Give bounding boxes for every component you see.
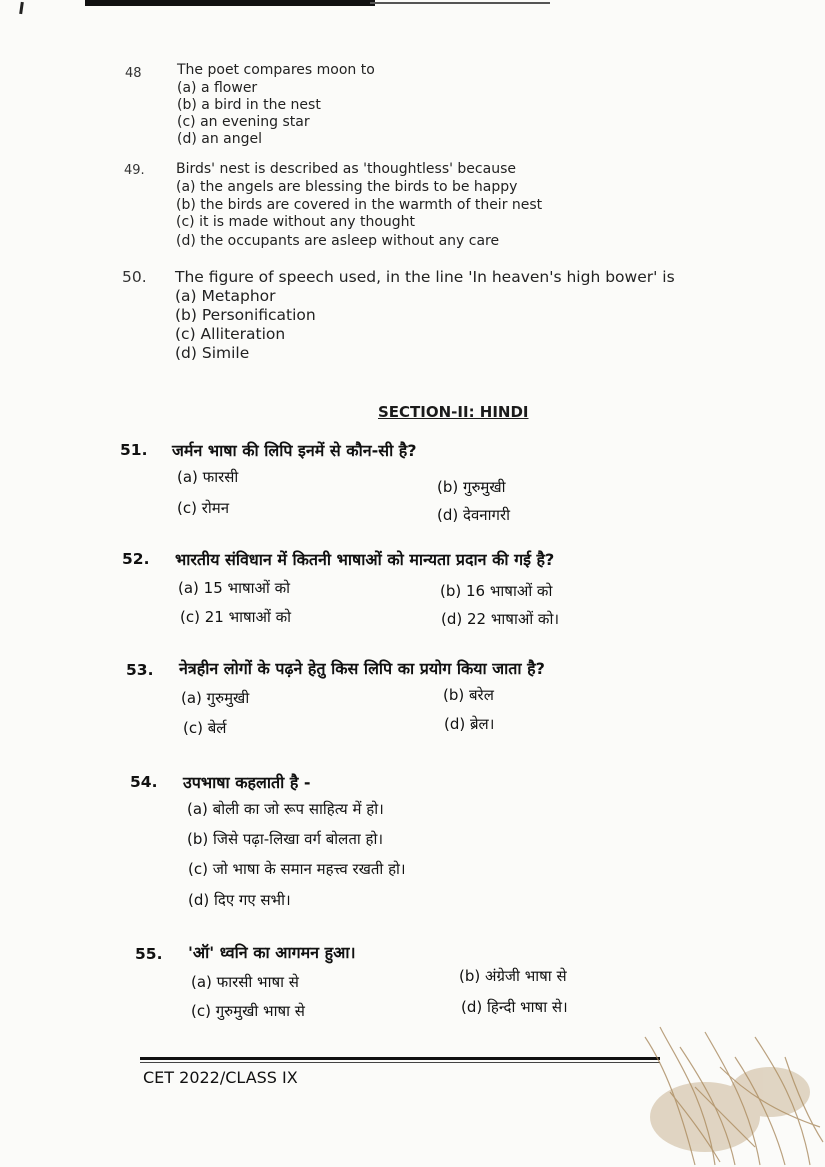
option: (b) Personification — [175, 306, 316, 324]
option: (c) गुरुमुखी भाषा से — [191, 1002, 305, 1020]
question-number: 53. — [126, 661, 154, 679]
question-number: 52. — [122, 550, 150, 568]
option: (d) an angel — [177, 131, 263, 147]
question-text: भारतीय संविधान में कितनी भाषाओं को मान्यता प्रदान की गई है? — [175, 550, 555, 569]
question-text: उपभाषा कहलाती है - — [183, 773, 311, 792]
option: (a) बोली का जो रूप साहित्य में हो। — [187, 800, 384, 818]
option: (d) Simile — [175, 344, 250, 362]
option: (a) फारसी भाषा से — [191, 973, 299, 991]
option: (a) गुरुमुखी — [181, 689, 250, 707]
question-number: 55. — [135, 945, 163, 963]
question-number: 50. — [122, 268, 147, 286]
option: (d) देवनागरी — [437, 506, 510, 524]
option: (b) बरेल — [443, 686, 494, 704]
question-text: नेत्रहीन लोगों के पढ़ने हेतु किस लिपि का प्रयोग किया जाता है? — [179, 659, 545, 678]
option: (a) Metaphor — [175, 287, 276, 305]
corner-mark — [19, 2, 24, 14]
option: (a) फारसी — [177, 468, 239, 486]
question-number: 49. — [124, 163, 145, 178]
top-rule-thin — [370, 2, 550, 4]
option: (c) Alliteration — [175, 325, 286, 343]
top-rule — [85, 0, 375, 6]
option: (c) बेर्ल — [183, 719, 227, 737]
question-text: The figure of speech used, in the line 'In heaven's high bower' is — [175, 268, 675, 286]
option: (b) a bird in the nest — [177, 97, 321, 113]
option: (d) 22 भाषाओं को। — [441, 610, 560, 628]
option: (c) it is made without any thought — [176, 214, 416, 230]
option: (a) the angels are blessing the birds to be happy — [176, 179, 518, 195]
option: (b) 16 भाषाओं को — [440, 582, 553, 600]
option: (b) जिसे पढ़ा-लिखा वर्ग बोलता हो। — [187, 830, 384, 848]
paper-stain — [585, 997, 825, 1167]
option: (b) अंग्रेजी भाषा से — [459, 967, 567, 985]
question-number: 51. — [120, 441, 148, 459]
question-number: 54. — [130, 773, 158, 791]
option: (c) 21 भाषाओं को — [180, 608, 292, 626]
option: (a) a flower — [177, 80, 258, 96]
option: (d) हिन्दी भाषा से। — [461, 998, 568, 1016]
option: (d) ब्रेल। — [444, 715, 495, 733]
option: (b) the birds are covered in the warmth of their nest — [176, 197, 543, 213]
question-text: 'ऑ' ध्वनि का आगमन हुआ। — [188, 943, 356, 962]
footer-rule — [140, 1057, 660, 1060]
question-text: The poet compares moon to — [177, 62, 375, 78]
option: (d) the occupants are asleep without any care — [176, 233, 500, 249]
question-text: जर्मन भाषा की लिपि इनमें से कौन-सी है? — [172, 441, 417, 460]
question-text: Birds' nest is described as 'thoughtless' because — [176, 161, 516, 177]
question-number: 48 — [125, 66, 142, 81]
option: (b) गुरुमुखी — [437, 478, 506, 496]
footer-rule-thin — [140, 1062, 660, 1063]
section-title: SECTION-II: HINDI — [378, 403, 529, 421]
option: (a) 15 भाषाओं को — [178, 579, 291, 597]
option: (d) दिए गए सभी। — [188, 891, 291, 909]
option: (c) जो भाषा के समान महत्त्व रखती हो। — [188, 860, 406, 878]
option: (c) an evening star — [177, 114, 310, 130]
footer-label: CET 2022/CLASS IX — [143, 1068, 298, 1087]
option: (c) रोमन — [177, 499, 230, 517]
